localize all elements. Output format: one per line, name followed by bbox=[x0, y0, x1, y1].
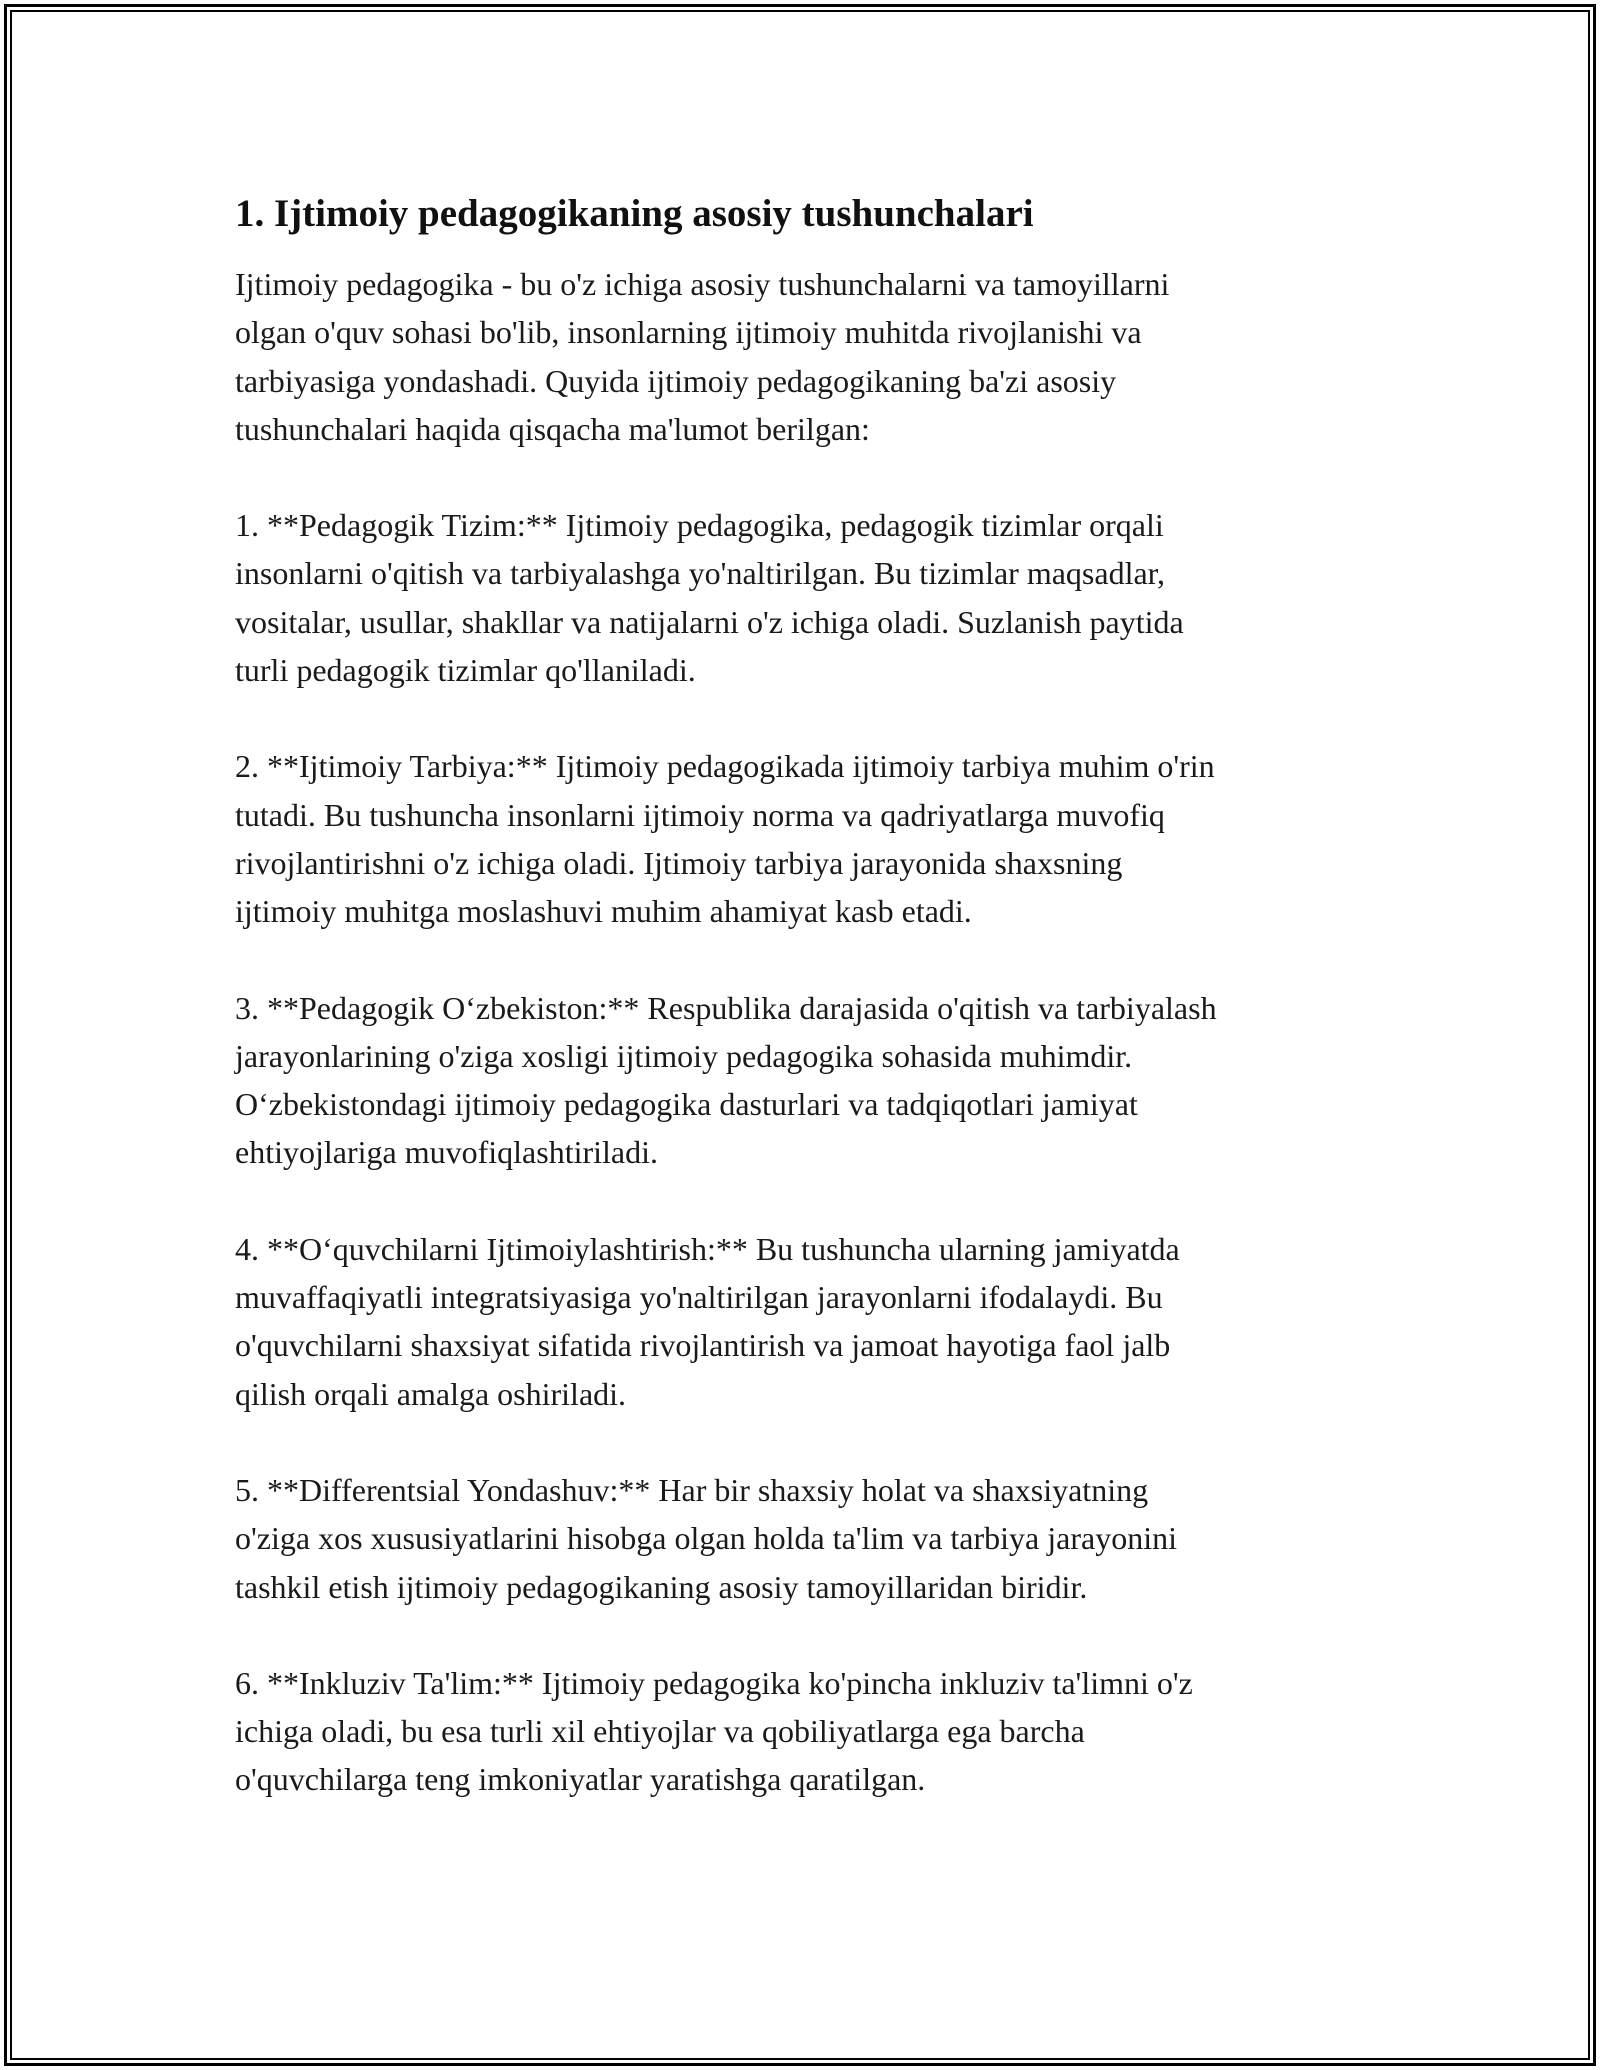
intro-paragraph bbox=[235, 260, 1385, 453]
paragraph-line: qilish orqali amalga oshiriladi. bbox=[235, 1375, 627, 1412]
paragraph-line: 2. **Ijtimoiy Tarbiya:** Ijtimoiy pedagogikada ijtimoiy tarbiya muhim o'rin bbox=[235, 748, 1215, 785]
paragraph-line: ehtiyojlariga muvofiqlashtiriladi. bbox=[235, 1134, 659, 1171]
paragraph-line: insonlarni o'qitish va tarbiyalashga yo'naltirilgan. Bu tizimlar maqsadlar, bbox=[235, 555, 1166, 592]
paragraph-line: jarayonlarining o'ziga xosligi ijtimoiy pedagogika sohasida muhimdir. bbox=[235, 1037, 1133, 1074]
paragraph-line: tutadi. Bu tushuncha insonlarni ijtimoiy norma va qadriyatlarga muvofiq bbox=[235, 796, 1165, 833]
paragraph-line: 4. **O‘quvchilarni Ijtimoiylashtirish:** Bu tushuncha ularning jamiyatda bbox=[235, 1230, 1180, 1267]
paragraph-line: rivojlantirishni o'z ichiga oladi. Ijtimoiy tarbiya jarayonida shaxsning bbox=[235, 844, 1123, 881]
list-item-pedagogik-ozbekiston bbox=[235, 984, 1385, 1177]
paragraph-line: tarbiyasiga yondashadi. Quyida ijtimoiy pedagogikaning ba'zi asosiy bbox=[235, 362, 1117, 399]
paragraph-line: o'ziga xos xususiyatlarini hisobga olgan holda ta'lim va tarbiya jarayonini bbox=[235, 1520, 1177, 1557]
paragraph-line: muvaffaqiyatli integratsiyasiga yo'naltirilgan jarayonlarni ifodalaydi. Bu bbox=[235, 1279, 1163, 1316]
paragraph-line: 6. **Inkluziv Ta'lim:** Ijtimoiy pedagogika ko'pincha inkluziv ta'limni o'z bbox=[235, 1664, 1193, 1701]
list-item-inkluziv-talim bbox=[235, 1659, 1385, 1804]
paragraph-line: ijtimoiy muhitga moslashuvi muhim ahamiyat kasb etadi. bbox=[235, 893, 972, 930]
paragraph-line: tushunchalari haqida qisqacha ma'lumot berilgan: bbox=[235, 410, 870, 447]
list-item-ijtimoiy-tarbiya bbox=[235, 742, 1385, 935]
list-item-oquvchilarni-ijtimoiylashtirish bbox=[235, 1225, 1385, 1418]
paragraph-line: 3. **Pedagogik O‘zbekiston:** Respublika darajasida o'qitish va tarbiyalash bbox=[235, 989, 1217, 1026]
paragraph-line: Ijtimoiy pedagogika - bu o'z ichiga asosiy tushunchalarni va tamoyillarni bbox=[235, 266, 1170, 302]
paragraph-line: vositalar, usullar, shakllar va natijalarni o'z ichiga oladi. Suzlanish paytida bbox=[235, 603, 1184, 640]
paragraph-line: 1. **Pedagogik Tizim:** Ijtimoiy pedagogika, pedagogik tizimlar orqali bbox=[235, 507, 1164, 544]
paragraph-line: 5. **Differentsial Yondashuv:** Har bir shaxsiy holat va shaxsiyatning bbox=[235, 1471, 1149, 1508]
paragraph-line: O‘zbekistondagi ijtimoiy pedagogika dasturlari va tadqiqotlari jamiyat bbox=[235, 1086, 1138, 1123]
list-item-differentsial-yondashuv bbox=[235, 1466, 1385, 1611]
paragraph-line: o'quvchilarni shaxsiyat sifatida rivojlantirish va jamoat hayotiga faol jalb bbox=[235, 1327, 1171, 1364]
paragraph-line: tashkil etish ijtimoiy pedagogikaning asosiy tamoyillaridan biridir. bbox=[235, 1568, 1088, 1605]
paragraph-line: olgan o'quv sohasi bo'lib, insonlarning ijtimoiy muhitda rivojlanishi va bbox=[235, 314, 1142, 351]
list-item-pedagogik-tizim bbox=[235, 501, 1385, 694]
paragraph-line: turli pedagogik tizimlar qo'llaniladi. bbox=[235, 652, 696, 689]
document-body bbox=[235, 190, 1385, 1852]
paragraph-line: ichiga oladi, bu esa turli xil ehtiyojlar va qobiliyatlarga ega barcha bbox=[235, 1713, 1085, 1750]
paragraph-line: o'quvchilarga teng imkoniyatlar yaratishga qaratilgan. bbox=[235, 1761, 926, 1798]
document-title: 1. Ijtimoiy pedagogikaning asosiy tushunchalari bbox=[235, 192, 1034, 235]
